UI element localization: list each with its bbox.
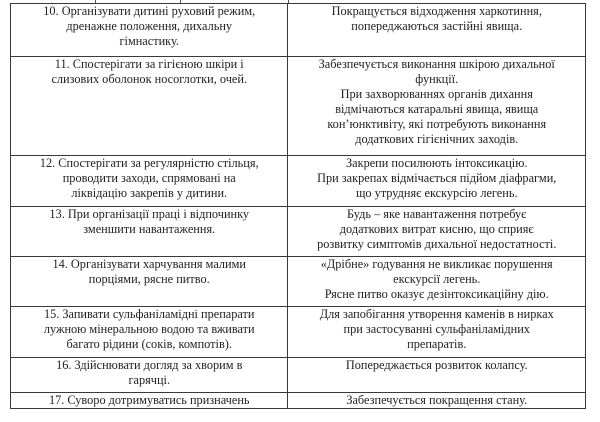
cell-text: Попереджається розвиток колапсу. [345, 358, 528, 372]
cell-text: Рясне питво оказує дезінтоксикаційну дію. [324, 287, 549, 301]
rationale-cell [288, 207, 586, 257]
cell-text: 10. Організувати дитині руховий режим, [43, 4, 256, 18]
cell-text: розвитку симптомів дихальної недостатності. [317, 237, 557, 251]
cell-text: що утрудняє екскурсію легень. [355, 186, 518, 200]
cell-text: попереджаються застійні явища. [351, 19, 523, 33]
cell-text: функції. [415, 72, 459, 86]
table-row [11, 57, 586, 156]
action-cell [11, 307, 288, 358]
table-row [11, 393, 586, 409]
cell-text: Забезпечується покращення стану. [346, 393, 528, 407]
cell-text: гарячці. [128, 373, 171, 387]
action-cell [11, 4, 288, 57]
cell-text: Будь – яке навантаження потребує [347, 207, 527, 221]
cell-text: При захворюваннях органів дихання [340, 87, 533, 101]
cell-text: 14. Організувати харчування малими [52, 257, 246, 271]
action-cell [11, 57, 288, 156]
table-row [11, 207, 586, 257]
rationale-cell [288, 358, 586, 393]
rationale-cell [288, 4, 586, 57]
cell-text: гімнастику. [119, 34, 179, 48]
cell-text: відмічаються катаральні явища, явища [335, 102, 539, 116]
cell-text: 13. При організації праці і відпочинку [49, 207, 250, 221]
table-row [11, 358, 586, 393]
cell-text: Для запобігання утворення каменів в нирках [319, 307, 554, 321]
cell-text: дренажне положення, дихальну [66, 19, 233, 33]
cell-text: 12. Спостерігати за регулярністю стільця, [39, 156, 259, 170]
action-cell [11, 393, 288, 409]
cell-text: Забезпечується виконання шкірою дихальної [318, 57, 555, 71]
action-cell [11, 257, 288, 307]
table-row [11, 156, 586, 207]
cell-text: екскурсії легень. [393, 272, 481, 286]
table-row [11, 257, 586, 307]
cell-text: порціями, рясне питво. [88, 272, 210, 286]
cell-text: при застосуванні сульфаніламідних [343, 322, 530, 336]
cell-text: «Дрібне» годування не викликає порушення [320, 257, 553, 271]
cell-text: лужною мінеральною водою та вживати [43, 322, 255, 336]
action-cell [11, 156, 288, 207]
cell-text: препаратів. [407, 337, 467, 351]
cell-text: Покращується відходження харкотиння, [331, 4, 542, 18]
cell-text: зменшити навантаження. [83, 222, 216, 236]
cell-text: багато рідини (соків, компотів). [66, 337, 232, 351]
cell-text: 11. Спостерігати за гігієною шкіри і [54, 57, 244, 71]
cell-text: слизових оболонок носоглотки, очей. [51, 72, 248, 86]
cell-text: додаткових гігієнічних заходів. [355, 132, 519, 146]
cell-text: Закрепи посилюють інтоксикацію. [345, 156, 528, 170]
cell-text: 15. Запивати сульфаніламідні препарати [43, 307, 255, 321]
cell-text: кон’юнктивіту, які потребують виконання [327, 117, 547, 131]
rationale-cell [288, 257, 586, 307]
cell-text: 16. Здійснювати догляд за хворим в [56, 358, 243, 372]
action-cell [11, 207, 288, 257]
cell-text: проводити заходи, спрямовані на [62, 171, 236, 185]
cell-text: При закрепах відмічається підйом діафрагми, [317, 171, 557, 185]
cell-text: додаткових витрат кисню, що сприяє [339, 222, 534, 236]
rationale-cell [288, 156, 586, 207]
action-cell [11, 358, 288, 393]
nursing-care-table [10, 3, 586, 409]
table-row [11, 4, 586, 57]
rationale-cell [288, 393, 586, 409]
rationale-cell [288, 57, 586, 156]
cell-text: 17. Суворо дотримуватись призначень [48, 393, 250, 407]
cell-text: ліквідацію закрепів у дитини. [71, 186, 228, 200]
table-row [11, 307, 586, 358]
rationale-cell [288, 307, 586, 358]
